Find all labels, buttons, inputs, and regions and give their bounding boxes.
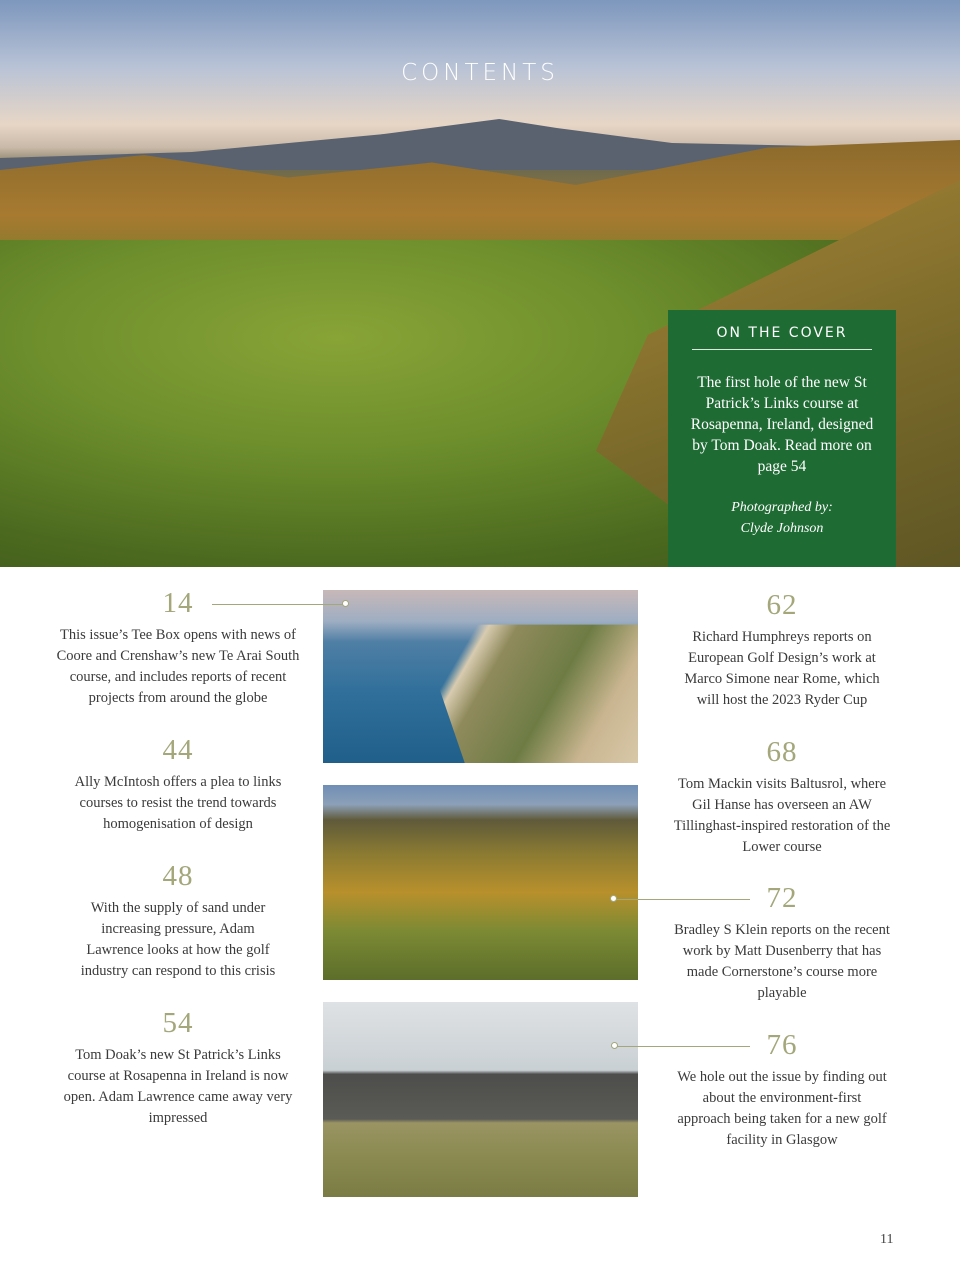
baltusrol-aerial-photo [323, 785, 638, 980]
page-number: 54 [162, 1007, 194, 1039]
entry-text: Bradley S Klein reports on the recent work by Matt Dusenberry that has made Cornerstone’s course more playable [674, 922, 890, 1001]
connector-line [617, 1046, 750, 1047]
page-title: CONTENTS [401, 60, 559, 86]
contents-entry[interactable] [53, 1007, 303, 1129]
page-number: 76 [766, 1029, 798, 1061]
page-number: 68 [766, 736, 798, 768]
on-the-cover-box [668, 310, 896, 567]
connector-dot [611, 1042, 618, 1049]
page-number: 48 [162, 860, 194, 892]
cover-heading: ON THE COVER [716, 325, 848, 341]
coastal-course-photo [323, 590, 638, 763]
entry-text: We hole out the issue by finding out about the environment-first approach being taken for a new golf facility in Glasgow [677, 1069, 887, 1148]
contents-entry[interactable] [657, 736, 907, 858]
coast-land [323, 590, 638, 763]
page-number: 72 [766, 882, 798, 914]
entry-text: Ally McIntosh offers a plea to links courses to resist the trend towards homogenisation of design [74, 774, 282, 832]
page-number: 62 [766, 589, 798, 621]
contents-entry[interactable] [53, 860, 303, 982]
contents-entry[interactable] [657, 882, 907, 1004]
golf-facility-rendering [323, 1002, 638, 1197]
page-number-footer: 11 [880, 1232, 894, 1247]
contents-entry[interactable] [53, 587, 303, 709]
page-number: 44 [162, 734, 194, 766]
page-number: 14 [162, 587, 194, 619]
connector-dot [342, 600, 349, 607]
entry-text: Tom Doak’s new St Patrick’s Links course at Rosapenna in Ireland is now open. Adam Lawrence came away very impressed [63, 1047, 293, 1126]
entry-text: This issue’s Tee Box opens with news of Coore and Crenshaw’s new Te Arai South course, and includes reports of recent projects from around the globe [56, 627, 300, 706]
contents-entry[interactable] [657, 1029, 907, 1151]
credit-label: Photographed by: [731, 500, 833, 515]
credit-name: Clyde Johnson [740, 521, 824, 536]
connector-line [212, 604, 343, 605]
cover-description: The first hole of the new St Patrick’s Links course at Rosapenna, Ireland, designed by Tom Doak. Read more on page 54 [690, 374, 874, 475]
contents-entry[interactable] [657, 589, 907, 711]
connector-dot [610, 895, 617, 902]
entry-text: Richard Humphreys reports on European Golf Design’s work at Marco Simone near Rome, which will host the 2023 Ryder Cup [684, 629, 880, 708]
entry-text: With the supply of sand under increasing pressure, Adam Lawrence looks at how the golf industry can respond to this crisis [80, 900, 276, 979]
contents-entry[interactable] [53, 734, 303, 835]
entry-text: Tom Mackin visits Baltusrol, where Gil Hanse has overseen an AW Tillinghast-inspired restoration of the Lower course [673, 776, 891, 855]
divider [692, 349, 872, 350]
connector-line [616, 899, 750, 900]
